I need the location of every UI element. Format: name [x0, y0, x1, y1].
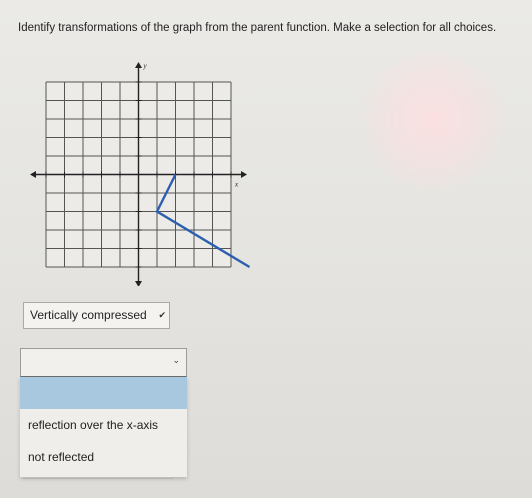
reflection-option-not-reflected[interactable]: not reflected	[28, 450, 95, 464]
y-axis-down-arrow	[135, 281, 142, 286]
chevron-down-icon: ✔	[158, 310, 166, 320]
compression-select-value: Vertically compressed	[30, 308, 147, 322]
question-prompt: Identify transformations of the graph from the parent function. Make a selection for all choices.	[18, 22, 497, 34]
hidden-select-edge	[23, 478, 173, 479]
x-axis-right-arrow	[241, 171, 247, 178]
graph-canvas	[26, 54, 266, 286]
reflection-options-list	[20, 377, 187, 477]
x-axis-label: x	[235, 180, 239, 189]
function-graph	[26, 54, 266, 286]
compression-select[interactable]	[23, 302, 170, 329]
x-axis-left-arrow	[30, 171, 36, 178]
y-axis-label: y	[143, 62, 147, 70]
reflection-select[interactable]	[20, 348, 187, 377]
y-axis-up-arrow	[135, 62, 142, 68]
reflection-option-blank[interactable]	[20, 377, 187, 409]
screen-glare	[360, 50, 505, 190]
reflection-option-reflect-x-axis[interactable]: reflection over the x-axis	[28, 418, 159, 432]
chevron-down-icon: ⌄	[172, 355, 180, 365]
